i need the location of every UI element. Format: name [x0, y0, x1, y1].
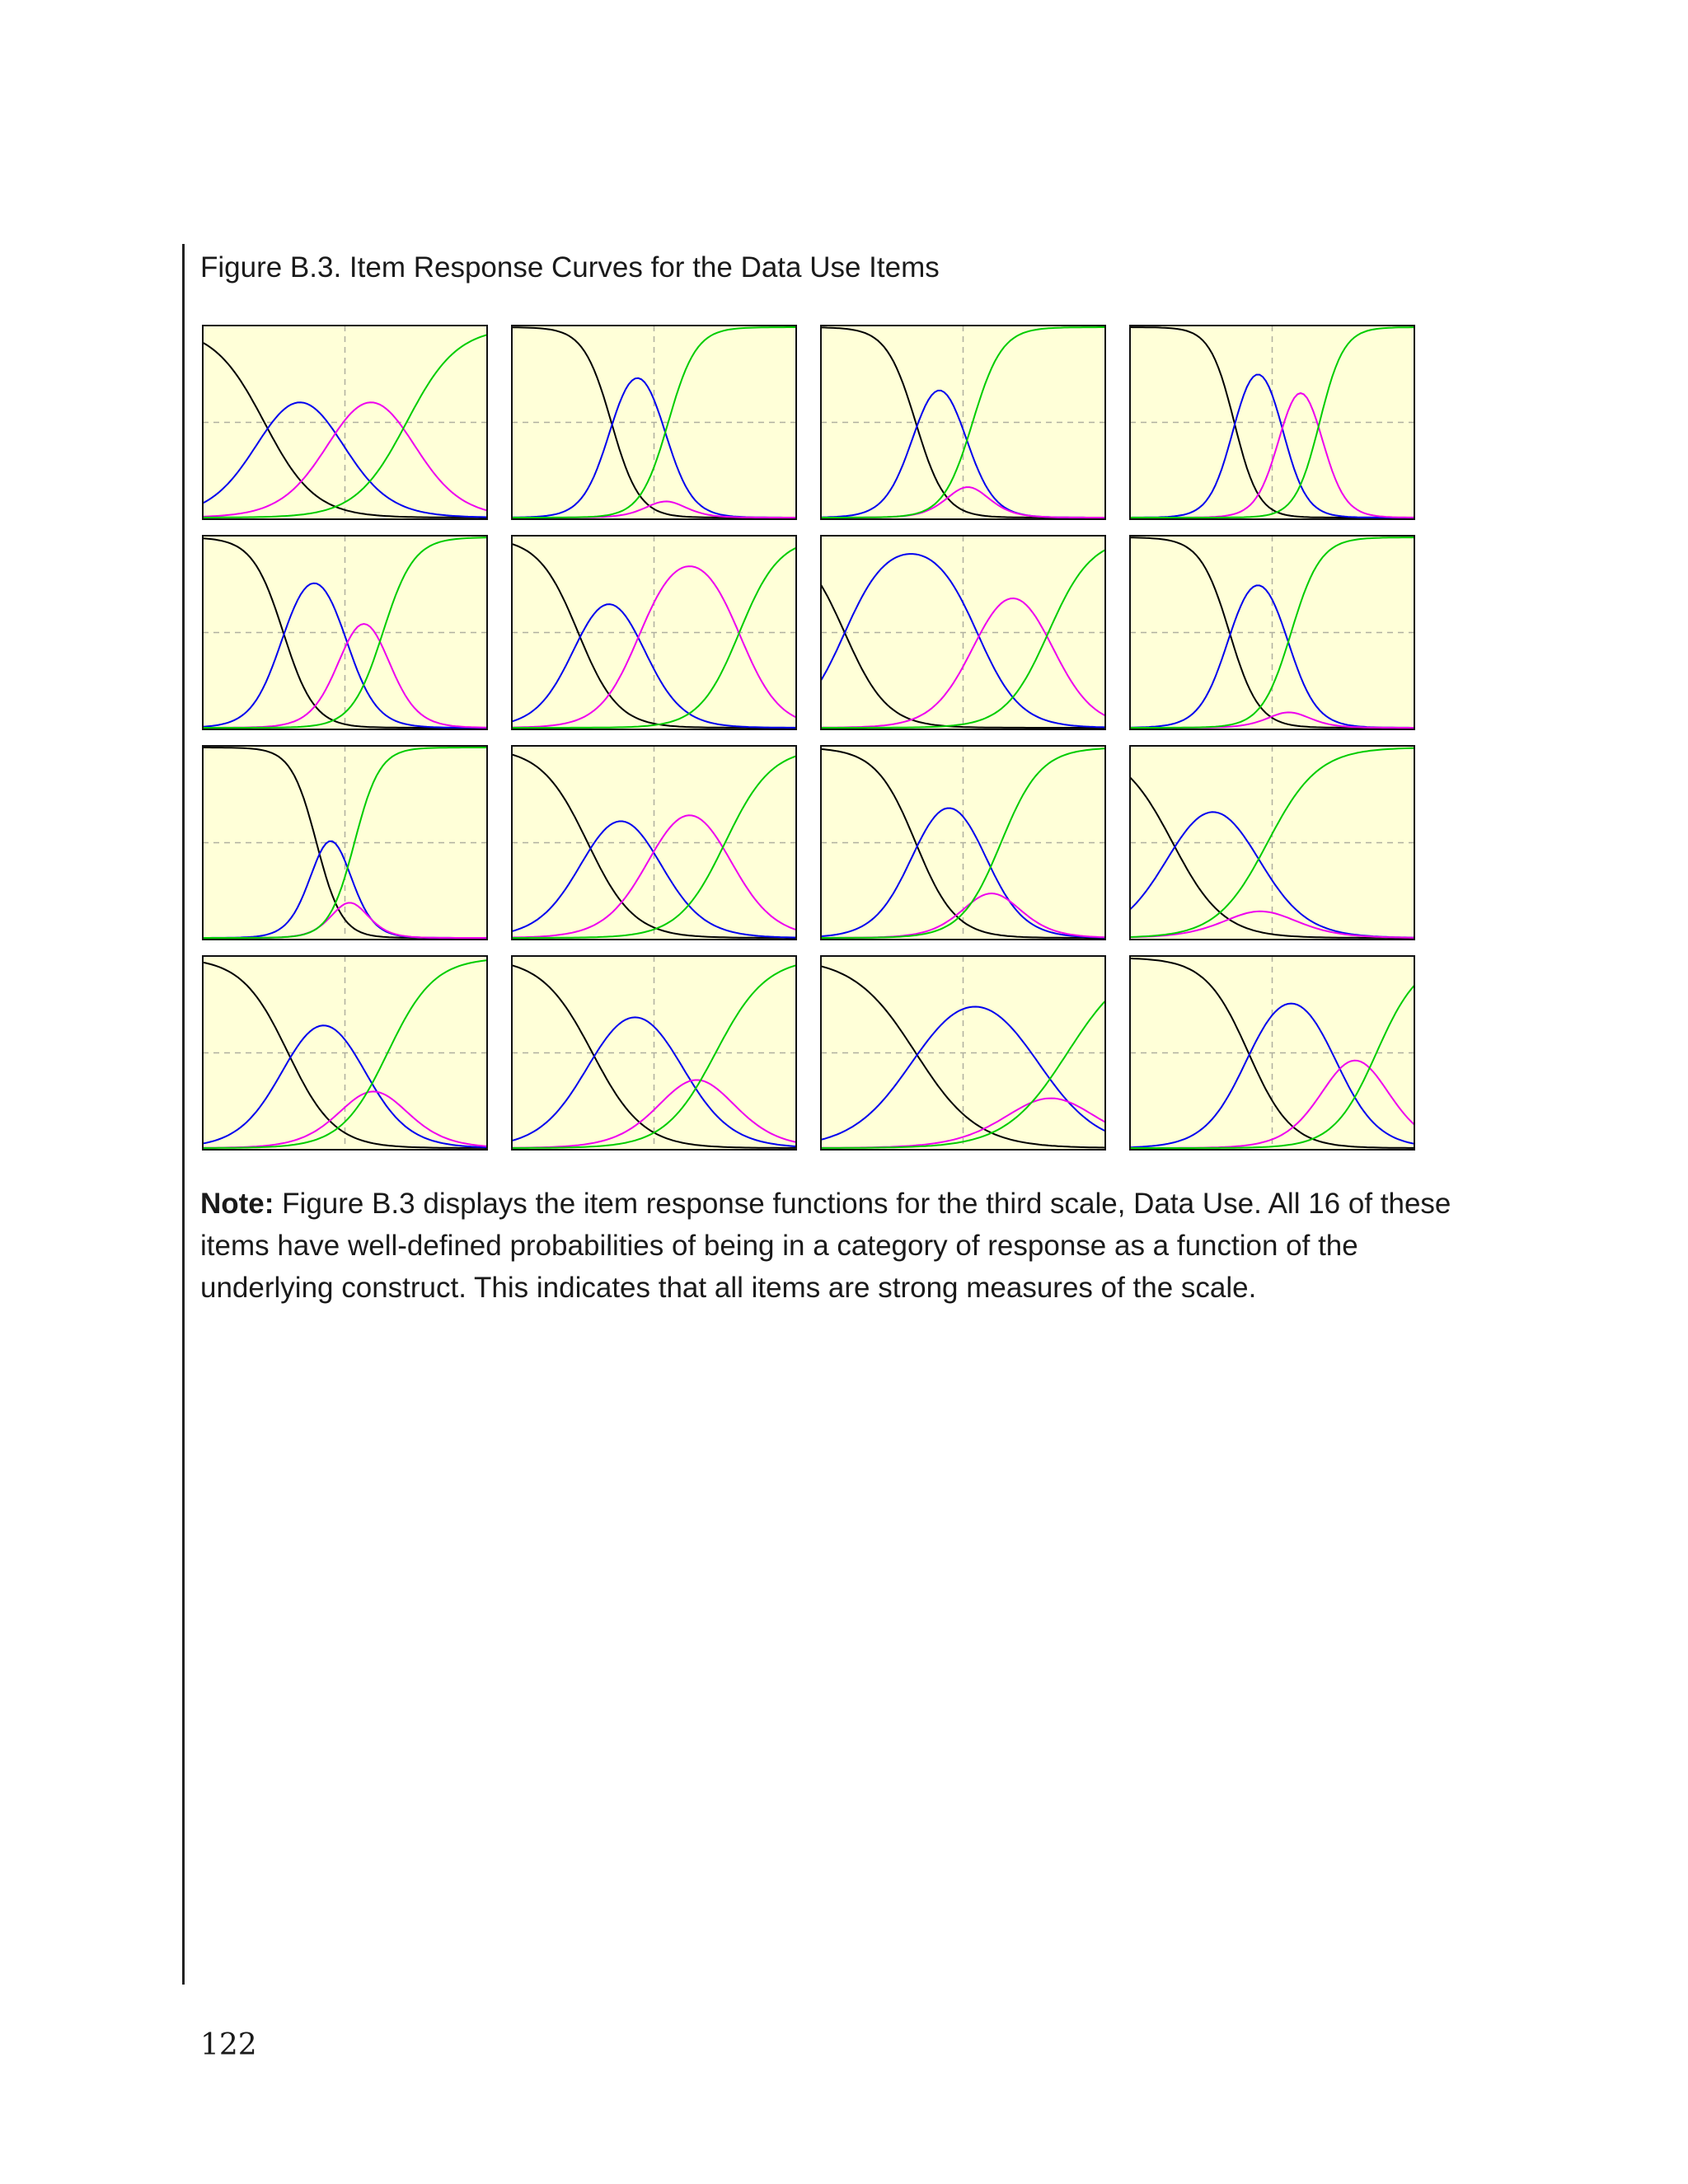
- curve-category-2: [1130, 812, 1414, 937]
- curve-category-2: [821, 391, 1105, 518]
- curve-category-2: [203, 402, 487, 517]
- panel-border: [821, 746, 1105, 940]
- curve-category-2: [821, 554, 1105, 727]
- panel-border: [1130, 746, 1414, 940]
- figure-note: [200, 1183, 1461, 1309]
- curve-category-2: [512, 378, 796, 518]
- curve-category-2: [1130, 585, 1414, 728]
- curve-category-1: [821, 585, 1105, 729]
- curve-category-3: [203, 624, 487, 728]
- panel-background: [1130, 956, 1414, 1150]
- panel-border: [512, 746, 796, 940]
- curve-category-2: [512, 1017, 796, 1146]
- margin-rule: [182, 244, 185, 1985]
- note-text: Figure B.3 displays the item response functions for the third scale, Data Use. All 16 of these items have well-defined probabilities of being in a category of response as a function of the underlying construct. This indicates that all items are strong measures of the scale.: [200, 1188, 1451, 1304]
- curve-category-4: [512, 327, 796, 518]
- curve-category-3: [512, 501, 796, 518]
- curve-category-3: [821, 598, 1105, 728]
- panel-background: [821, 326, 1105, 519]
- panel-background: [203, 746, 487, 940]
- panel-background: [1130, 536, 1414, 729]
- panel-background: [1130, 746, 1414, 940]
- curve-category-4: [203, 537, 487, 728]
- curve-category-3: [1130, 1061, 1414, 1148]
- panel-background: [821, 746, 1105, 940]
- curve-category-1: [821, 749, 1105, 938]
- irc-panel: [821, 326, 1105, 519]
- curve-category-4: [512, 756, 796, 938]
- curve-category-4: [1130, 986, 1414, 1148]
- curve-category-1: [821, 327, 1105, 518]
- irc-panel: [512, 956, 796, 1150]
- irc-panel: [512, 746, 796, 940]
- irc-panel: [1130, 746, 1414, 940]
- irc-panel: [1130, 536, 1414, 729]
- curve-category-4: [203, 335, 487, 518]
- curve-category-3: [1130, 912, 1414, 938]
- curve-category-3: [203, 903, 487, 939]
- curve-category-1: [1130, 327, 1414, 518]
- curve-category-2: [821, 1007, 1105, 1140]
- curve-category-4: [821, 327, 1105, 518]
- curve-category-3: [821, 487, 1105, 518]
- curve-category-4: [1130, 748, 1414, 937]
- curve-category-1: [1130, 777, 1414, 938]
- curve-category-4: [821, 550, 1105, 728]
- panel-background: [512, 956, 796, 1150]
- panel-border: [1130, 326, 1414, 519]
- curve-category-4: [821, 1001, 1105, 1148]
- curve-category-1: [512, 965, 796, 1148]
- curve-category-1: [821, 966, 1105, 1147]
- irc-panel: [203, 746, 487, 940]
- curve-category-4: [1130, 327, 1414, 518]
- curve-category-2: [203, 1025, 487, 1147]
- curve-category-1: [203, 538, 487, 728]
- panel-border: [821, 536, 1105, 729]
- curve-category-2: [203, 583, 487, 728]
- panel-border: [1130, 536, 1414, 729]
- panel-background: [512, 746, 796, 940]
- figure-caption: Figure B.3. Item Response Curves for the Data Use Items: [200, 251, 940, 284]
- irc-panel: [1130, 326, 1414, 519]
- curve-category-1: [512, 755, 796, 939]
- curve-category-3: [512, 815, 796, 937]
- curve-category-2: [512, 604, 796, 728]
- irc-panel: [512, 326, 796, 519]
- curve-category-3: [203, 1091, 487, 1147]
- curve-category-1: [512, 327, 796, 518]
- page-number: 122: [200, 2028, 257, 2062]
- irc-panel: [821, 956, 1105, 1150]
- panel-border: [203, 326, 487, 519]
- curve-category-4: [512, 965, 796, 1148]
- panel-border: [821, 956, 1105, 1150]
- irc-panel: [821, 536, 1105, 729]
- curve-category-4: [1130, 537, 1414, 728]
- curve-category-1: [203, 343, 487, 518]
- panel-background: [203, 536, 487, 729]
- curve-category-2: [203, 841, 487, 938]
- panel-background: [203, 956, 487, 1150]
- panel-border: [512, 956, 796, 1150]
- irc-panel: [203, 326, 487, 519]
- curve-category-3: [512, 566, 796, 728]
- irc-panel: [203, 956, 487, 1150]
- panel-background: [512, 536, 796, 729]
- panel-border: [203, 956, 487, 1150]
- panel-background: [821, 956, 1105, 1150]
- note-label: Note:: [200, 1188, 274, 1220]
- panel-background: [821, 536, 1105, 729]
- curve-category-1: [203, 748, 487, 938]
- irc-panel: [821, 746, 1105, 940]
- panel-background: [512, 326, 796, 519]
- panel-border: [203, 746, 487, 940]
- panel-border: [1130, 956, 1414, 1150]
- panel-border: [821, 326, 1105, 519]
- curve-category-3: [1130, 393, 1414, 518]
- curve-category-2: [512, 822, 796, 938]
- curve-category-3: [1130, 712, 1414, 728]
- panel-border: [203, 536, 487, 729]
- irc-panel: [203, 536, 487, 729]
- curve-category-4: [203, 748, 487, 938]
- curve-category-2: [821, 808, 1105, 938]
- curve-category-3: [203, 402, 487, 517]
- panel-border: [512, 536, 796, 729]
- curve-category-2: [1130, 375, 1414, 518]
- curve-category-4: [203, 960, 487, 1148]
- irc-panel: [512, 536, 796, 729]
- curve-category-3: [821, 1099, 1105, 1148]
- curve-category-1: [1130, 958, 1414, 1148]
- panel-background: [203, 326, 487, 519]
- curve-category-3: [512, 1080, 796, 1148]
- curve-category-2: [1130, 1004, 1414, 1148]
- panel-background: [1130, 326, 1414, 519]
- curve-category-4: [821, 748, 1105, 938]
- curve-category-1: [203, 963, 487, 1148]
- irc-panel: [1130, 956, 1414, 1150]
- curve-category-1: [1130, 537, 1414, 728]
- panel-border: [512, 326, 796, 519]
- curve-category-3: [821, 893, 1105, 938]
- curve-category-1: [512, 544, 796, 728]
- curve-category-4: [512, 548, 796, 728]
